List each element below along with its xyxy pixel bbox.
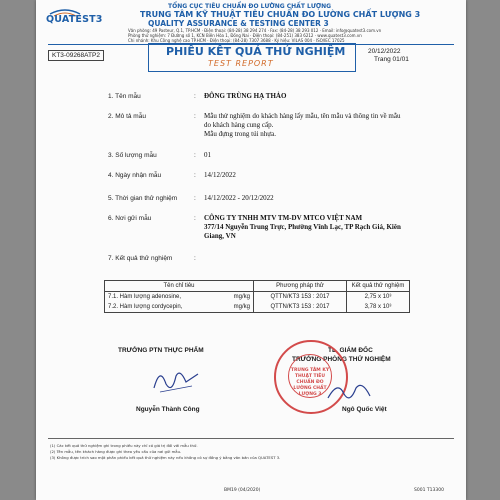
footer-divider: [48, 438, 454, 439]
left-signer-name: Nguyễn Thành Công: [136, 406, 200, 413]
report-page-number: Trang 01/01: [374, 56, 409, 63]
header-agency: TỔNG CỤC TIÊU CHUẨN ĐO LƯỜNG CHẤT LƯỢNG: [168, 3, 332, 10]
field-2-label: 2. Mô tả mẫu: [108, 113, 146, 120]
test-report-page: QUATEST3 TỔNG CỤC TIÊU CHUẨN ĐO LƯỜNG CHẤT LƯỢNG TRUNG TÂM KỸ THUẬT TIÊU CHUẨN ĐO LƯỜNG CHẤT LƯỢNG 3 QUALITY ASSURANCE & TESTING CENTER 3 Văn phòng: 49 Pasteur, Q.1, TP.HCM · Điện thoại: (84-28) 38 294 274 · Fax: (84-28) 38 293 012 · Email: info@quatest3.com.vn Phòng thử nghiệm: 7 Đường số 1, KCN Biên Hòa 1, Đồng Nai · Điện thoại: (84-251) 383 6212 · www.quatest3.com.vn Chi nhánh: Khu Công nghệ cao TP.HCM · Điện thoại: (84-28) 7307 3688 · Ký hiệu: VILAS 004 · ISO/IEC 17025 KT3-09268ATP2 PHIẾU KẾT QUẢ THỬ NGHIỆM TEST REPORT 20/12/2022 Trang 01/01 1. Tên mẫu : ĐÔNG TRÙNG HẠ THẢO 2. Mô tả mẫu : Mẫu thử nghiệm do khách hàng lấy mẫu, tên mẫu và thông tin về mẫu do khách hàng cung cấp. Mẫu đựng trong túi nhựa. 3. Số lượng mẫu : 01 4. Ngày nhận mẫu : 14/12/2022 5. Thời gian thử nghiệm : 14/12/2022 - 20/12/2022 6. Nơi gửi mẫu : CÔNG TY TNHH MTV TM-DV MTCO VIỆT NAM 377/14 Nguyễn Trung Trực, Phường Vĩnh Lạc, TP Rạch Giá, Kiên Giang, VN 7. Kết quả thử nghiệm : Tên chỉ tiêu Phương pháp thử Kết quả thử nghiệm 7.1. Hàm lượng adenosine, mg/kg QTTN/KT3 153 : 2017 2,75 x 10³ 7.2. Hàm lượng cordycepin, mg/kg QTTN/KT3 153 : 2017 3,78 x 10³ TRƯỞNG PTN THỰC PHẨM Nguyễn Thành Công TL. GIÁM ĐỐC TRƯỞNG PHÒNG THỬ NGHIỆM TRUNG TÂM KỸ THUẬT TIÊU CHUẨN ĐO LƯỜNG CHẤT LƯỢNG 3 Ngô Quốc Việt (1) Các kết quả thử nghiệm ghi trong phiếu này chỉ có giá trị đối với mẫu thử. (2) Tên mẫu, tên khách hàng được ghi theo yêu cầu của nơi gửi mẫu. (3) Không được trích sao một phần phiếu kết quả thử nghiệm này nếu không có sự đồng ý bằng văn bản của QUATEST 3. BM19 (04/2020) S001 T13300: [36, 0, 466, 500]
field-test-period: 14/12/2022 - 20/12/2022: [204, 194, 274, 202]
field-5-label: 5. Thời gian thử nghiệm: [108, 195, 178, 202]
report-ref-number: KT3-09268ATP2: [48, 50, 104, 61]
row-2-result: 3,78 x 10³: [347, 302, 410, 313]
field-sender-name: CÔNG TY TNHH MTV TM-DV MTCO VIỆT NAM: [204, 214, 363, 222]
row-1-name: 7.1. Hàm lượng adenosine,: [108, 294, 181, 300]
footer-note-3: (3) Không được trích sao một phần phiếu kết quả thử nghiệm này nếu không có sự đồng ý bằng văn bản của QUATEST 3.: [50, 455, 281, 460]
stamp-text: TRUNG TÂM KỸ THUẬT TIÊU CHUẨN ĐO LƯỜNG CHẤT LƯỢNG 3: [290, 368, 330, 397]
table-header-method: Phương pháp thử: [254, 281, 347, 292]
table-row: [105, 292, 410, 303]
field-sample-description-3: Mẫu đựng trong túi nhựa.: [204, 130, 276, 138]
table-row: [105, 302, 410, 313]
field-sender-address-1: 377/14 Nguyễn Trung Trực, Phường Vĩnh Lạc, TP Rạch Giá, Kiên: [204, 223, 401, 231]
field-4-label: 4. Ngày nhận mẫu: [108, 172, 162, 179]
field-sample-description-1: Mẫu thử nghiệm do khách hàng lấy mẫu, tên mẫu và thông tin về mẫu: [204, 112, 401, 120]
right-signer-title-1: TL. GIÁM ĐỐC: [328, 347, 373, 354]
row-2-unit: mg/kg: [233, 304, 250, 310]
field-sample-name: ĐÔNG TRÙNG HẠ THẢO: [204, 92, 287, 100]
footer-note-1: (1) Các kết quả thử nghiệm ghi trong phiếu này chỉ có giá trị đối với mẫu thử.: [50, 443, 198, 448]
header-address-3: Chi nhánh: Khu Công nghệ cao TP.HCM · Điện thoại: (84-28) 7307 3688 · Ký hiệu: VILAS 004 · ISO/IEC 17025: [128, 38, 345, 43]
right-signer-title-2: TRƯỞNG PHÒNG THỬ NGHIỆM: [292, 356, 391, 363]
results-table: [104, 280, 410, 313]
header-center-vn: TRUNG TÂM KỸ THUẬT TIÊU CHUẨN ĐO LƯỜNG CHẤT LƯỢNG 3: [140, 10, 421, 19]
field-sample-description-2: do khách hàng cung cấp.: [204, 121, 274, 129]
logo-text: QUATEST3: [46, 14, 103, 25]
row-2-method: QTTN/KT3 153 : 2017: [254, 302, 347, 313]
field-3-label: 3. Số lượng mẫu: [108, 152, 157, 159]
field-1-label: 1. Tên mẫu: [108, 93, 141, 100]
header-address-1: Văn phòng: 49 Pasteur, Q.1, TP.HCM · Điện thoại: (84-28) 38 294 274 · Fax: (84-28) 38 293 012 · Email: info@quatest3.com.vn: [128, 28, 382, 33]
field-7-label: 7. Kết quả thử nghiệm: [108, 255, 173, 262]
report-title-en: TEST REPORT: [208, 59, 274, 68]
footer-form-code: BM19 (04/2020): [224, 488, 261, 493]
footer-note-2: (2) Tên mẫu, tên khách hàng được ghi theo yêu cầu của nơi gửi mẫu.: [50, 449, 182, 454]
right-signature-icon: [322, 376, 382, 406]
field-6-label: 6. Nơi gửi mẫu: [108, 215, 152, 222]
right-signer-name: Ngô Quốc Việt: [342, 406, 387, 413]
left-signature-icon: [146, 358, 206, 398]
row-2-name: 7.2. Hàm lượng cordycepin,: [108, 304, 183, 310]
header-address-2: Phòng thử nghiệm: 7 Đường số 1, KCN Biên Hòa 1, Đồng Nai · Điện thoại: (84-251) 383 6212 · www.quatest3.com.vn: [128, 33, 362, 38]
footer-serial: S001 T13300: [414, 488, 444, 493]
field-sender-address-2: Giang, VN: [204, 232, 236, 240]
table-header-result: Kết quả thử nghiệm: [347, 281, 410, 292]
table-header-name: Tên chỉ tiêu: [105, 281, 254, 292]
row-1-unit: mg/kg: [233, 294, 250, 300]
report-title-vn: PHIẾU KẾT QUẢ THỬ NGHIỆM: [166, 45, 346, 58]
field-sample-quantity: 01: [204, 151, 211, 159]
left-signer-title: TRƯỞNG PTN THỰC PHẨM: [118, 347, 204, 354]
header-center-en: QUALITY ASSURANCE & TESTING CENTER 3: [148, 19, 329, 28]
row-1-method: QTTN/KT3 153 : 2017: [254, 292, 347, 303]
report-date: 20/12/2022: [368, 48, 401, 55]
table-header-row: [105, 281, 410, 292]
field-received-date: 14/12/2022: [204, 171, 236, 179]
row-1-result: 2,75 x 10³: [347, 292, 410, 303]
